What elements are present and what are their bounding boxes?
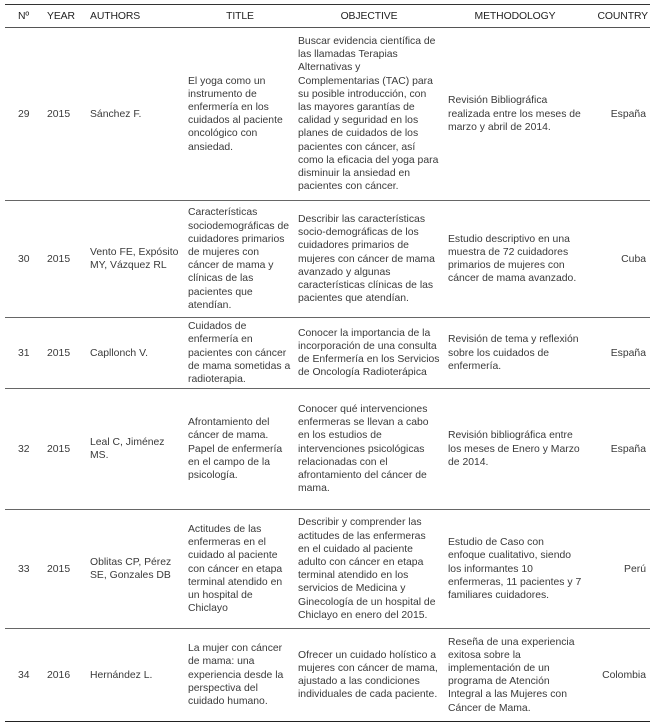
cell-title: La mujer con cáncer de mama: una experiencia desde la perspectiva del cuidado humano.: [188, 643, 284, 708]
cell-year: 2015: [47, 253, 71, 265]
cell-authors: Vento FE, Expósito MY, Vázquez RL: [90, 247, 179, 272]
cell-no: 32: [18, 443, 30, 455]
cell-title: Características sociodemográficas de cuidadores primarios de mujeres con cáncer de mama y clínicas de las pacientes que atendían.: [188, 207, 290, 311]
table-row: [5, 201, 650, 318]
table-body: [5, 28, 650, 722]
cell-country: España: [610, 108, 646, 120]
cell-methodology: Reseña de una experiencia exitosa sobre la implementación de un programa de Atención Integral a las Mujeres con Cáncer de Mama.: [448, 636, 575, 714]
cell-country: Perú: [624, 563, 646, 575]
cell-objective: Ofrecer un cuidado holístico a mujeres con cáncer de mama, ajustado a las condiciones individuales de cada paciente.: [298, 649, 438, 701]
cell-no: 34: [18, 669, 30, 681]
cell-objective: Conocer qué intervenciones enfermeras se llevan a cabo en los estudios de intervenciones psicológicas relacionadas con el afrontamiento del cáncer de mama.: [298, 404, 429, 495]
literature-review-table: [5, 4, 650, 722]
cell-methodology: Estudio de Caso con enfoque cualitativo, siendo los informantes 10 enfermeras, 11 pacientes y 7 familiares cuidadores.: [448, 537, 582, 602]
table-row: [5, 629, 650, 722]
cell-no: 30: [18, 253, 30, 265]
table-row: [5, 389, 650, 510]
cell-authors: Leal C, Jiménez MS.: [90, 437, 165, 462]
cell-no: 29: [18, 108, 30, 120]
table-row: [5, 318, 650, 389]
header-objective: OBJECTIVE: [340, 11, 398, 22]
header-row: [5, 5, 650, 28]
cell-methodology: Revisión Bibliográfica realizada entre los meses de marzo y abril de 2014.: [448, 95, 581, 133]
cell-objective: Describir las características socio-demográficas de los cuidadores primarios de mujeres con cáncer de mama avanzado y algunas características clínicas de las pacientes que atendían.: [298, 213, 435, 305]
header-methodology: METHODOLOGY: [474, 11, 556, 22]
cell-authors: Hernández L.: [90, 669, 153, 681]
cell-no: 31: [18, 347, 30, 359]
cell-title: Afrontamiento del cáncer de mama. Papel de enfermería en el campo de la psicología.: [188, 417, 283, 482]
cell-year: 2016: [47, 669, 71, 681]
table-header: [5, 5, 650, 28]
cell-objective: Conocer la importancia de la incorporación de una consulta de Enfermería en los Servicios de Oncología Radioterápica: [298, 327, 440, 379]
cell-title: Actitudes de las enfermeras en el cuidado al paciente con cáncer en etapa terminal atendido en un hospital de Chiclayo: [188, 524, 283, 615]
cell-country: España: [610, 443, 646, 455]
header-country: COUNTRY: [597, 11, 648, 22]
cell-authors: Oblitas CP, Pérez SE, Gonzales DB: [90, 557, 172, 582]
cell-authors: Sánchez F.: [90, 108, 142, 120]
cell-country: Colombia: [602, 669, 646, 681]
cell-year: 2015: [47, 108, 71, 120]
cell-authors: Capllonch V.: [90, 347, 148, 359]
cell-country: Cuba: [621, 253, 646, 265]
header-authors: AUTHORS: [90, 11, 141, 22]
table-row: [5, 28, 650, 201]
header-no: Nº: [18, 11, 30, 22]
header-title: TITLE: [226, 11, 254, 22]
header-year: YEAR: [47, 11, 75, 22]
cell-year: 2015: [47, 563, 71, 575]
cell-title: Cuidados de enfermería en pacientes con cáncer de mama sometidas a radioterapia.: [188, 321, 291, 386]
table-row: [5, 510, 650, 629]
cell-title: El yoga como un instrumento de enfermería en los cuidados al paciente oncológico con ansiedad.: [188, 75, 283, 153]
cell-year: 2015: [47, 443, 71, 455]
cell-objective: Buscar evidencia científica de las llamadas Terapias Alternativas y Complementarias (TAC) para su posible introducción, con las mayores garantías de calidad y seguridad en los planes de cuidados de los pacientes con cáncer, así como la eficacia del yoga para disminuir la ansiedad en pacientes con cáncer.: [298, 35, 439, 193]
cell-country: España: [610, 347, 646, 359]
cell-methodology: Revisión bibliográfica entre los meses de Enero y Marzo de 2014.: [448, 430, 580, 468]
cell-no: 33: [18, 563, 30, 575]
cell-methodology: Revisión de tema y reflexión sobre los cuidados de enfermería.: [448, 334, 579, 372]
literature-review-table-container: [5, 4, 648, 722]
cell-objective: Describir y comprender las actitudes de las enfermeras en el cuidado al paciente adulto con cáncer en etapa terminal atendido en los servicios de Medicina y Ginecología de un hospital de Chiclayo en enero del 2015.: [298, 517, 436, 621]
cell-methodology: Estudio descriptivo en una muestra de 72 cuidadores primarios de mujeres con cáncer de mama avanzado.: [448, 233, 577, 285]
cell-year: 2015: [47, 347, 71, 359]
